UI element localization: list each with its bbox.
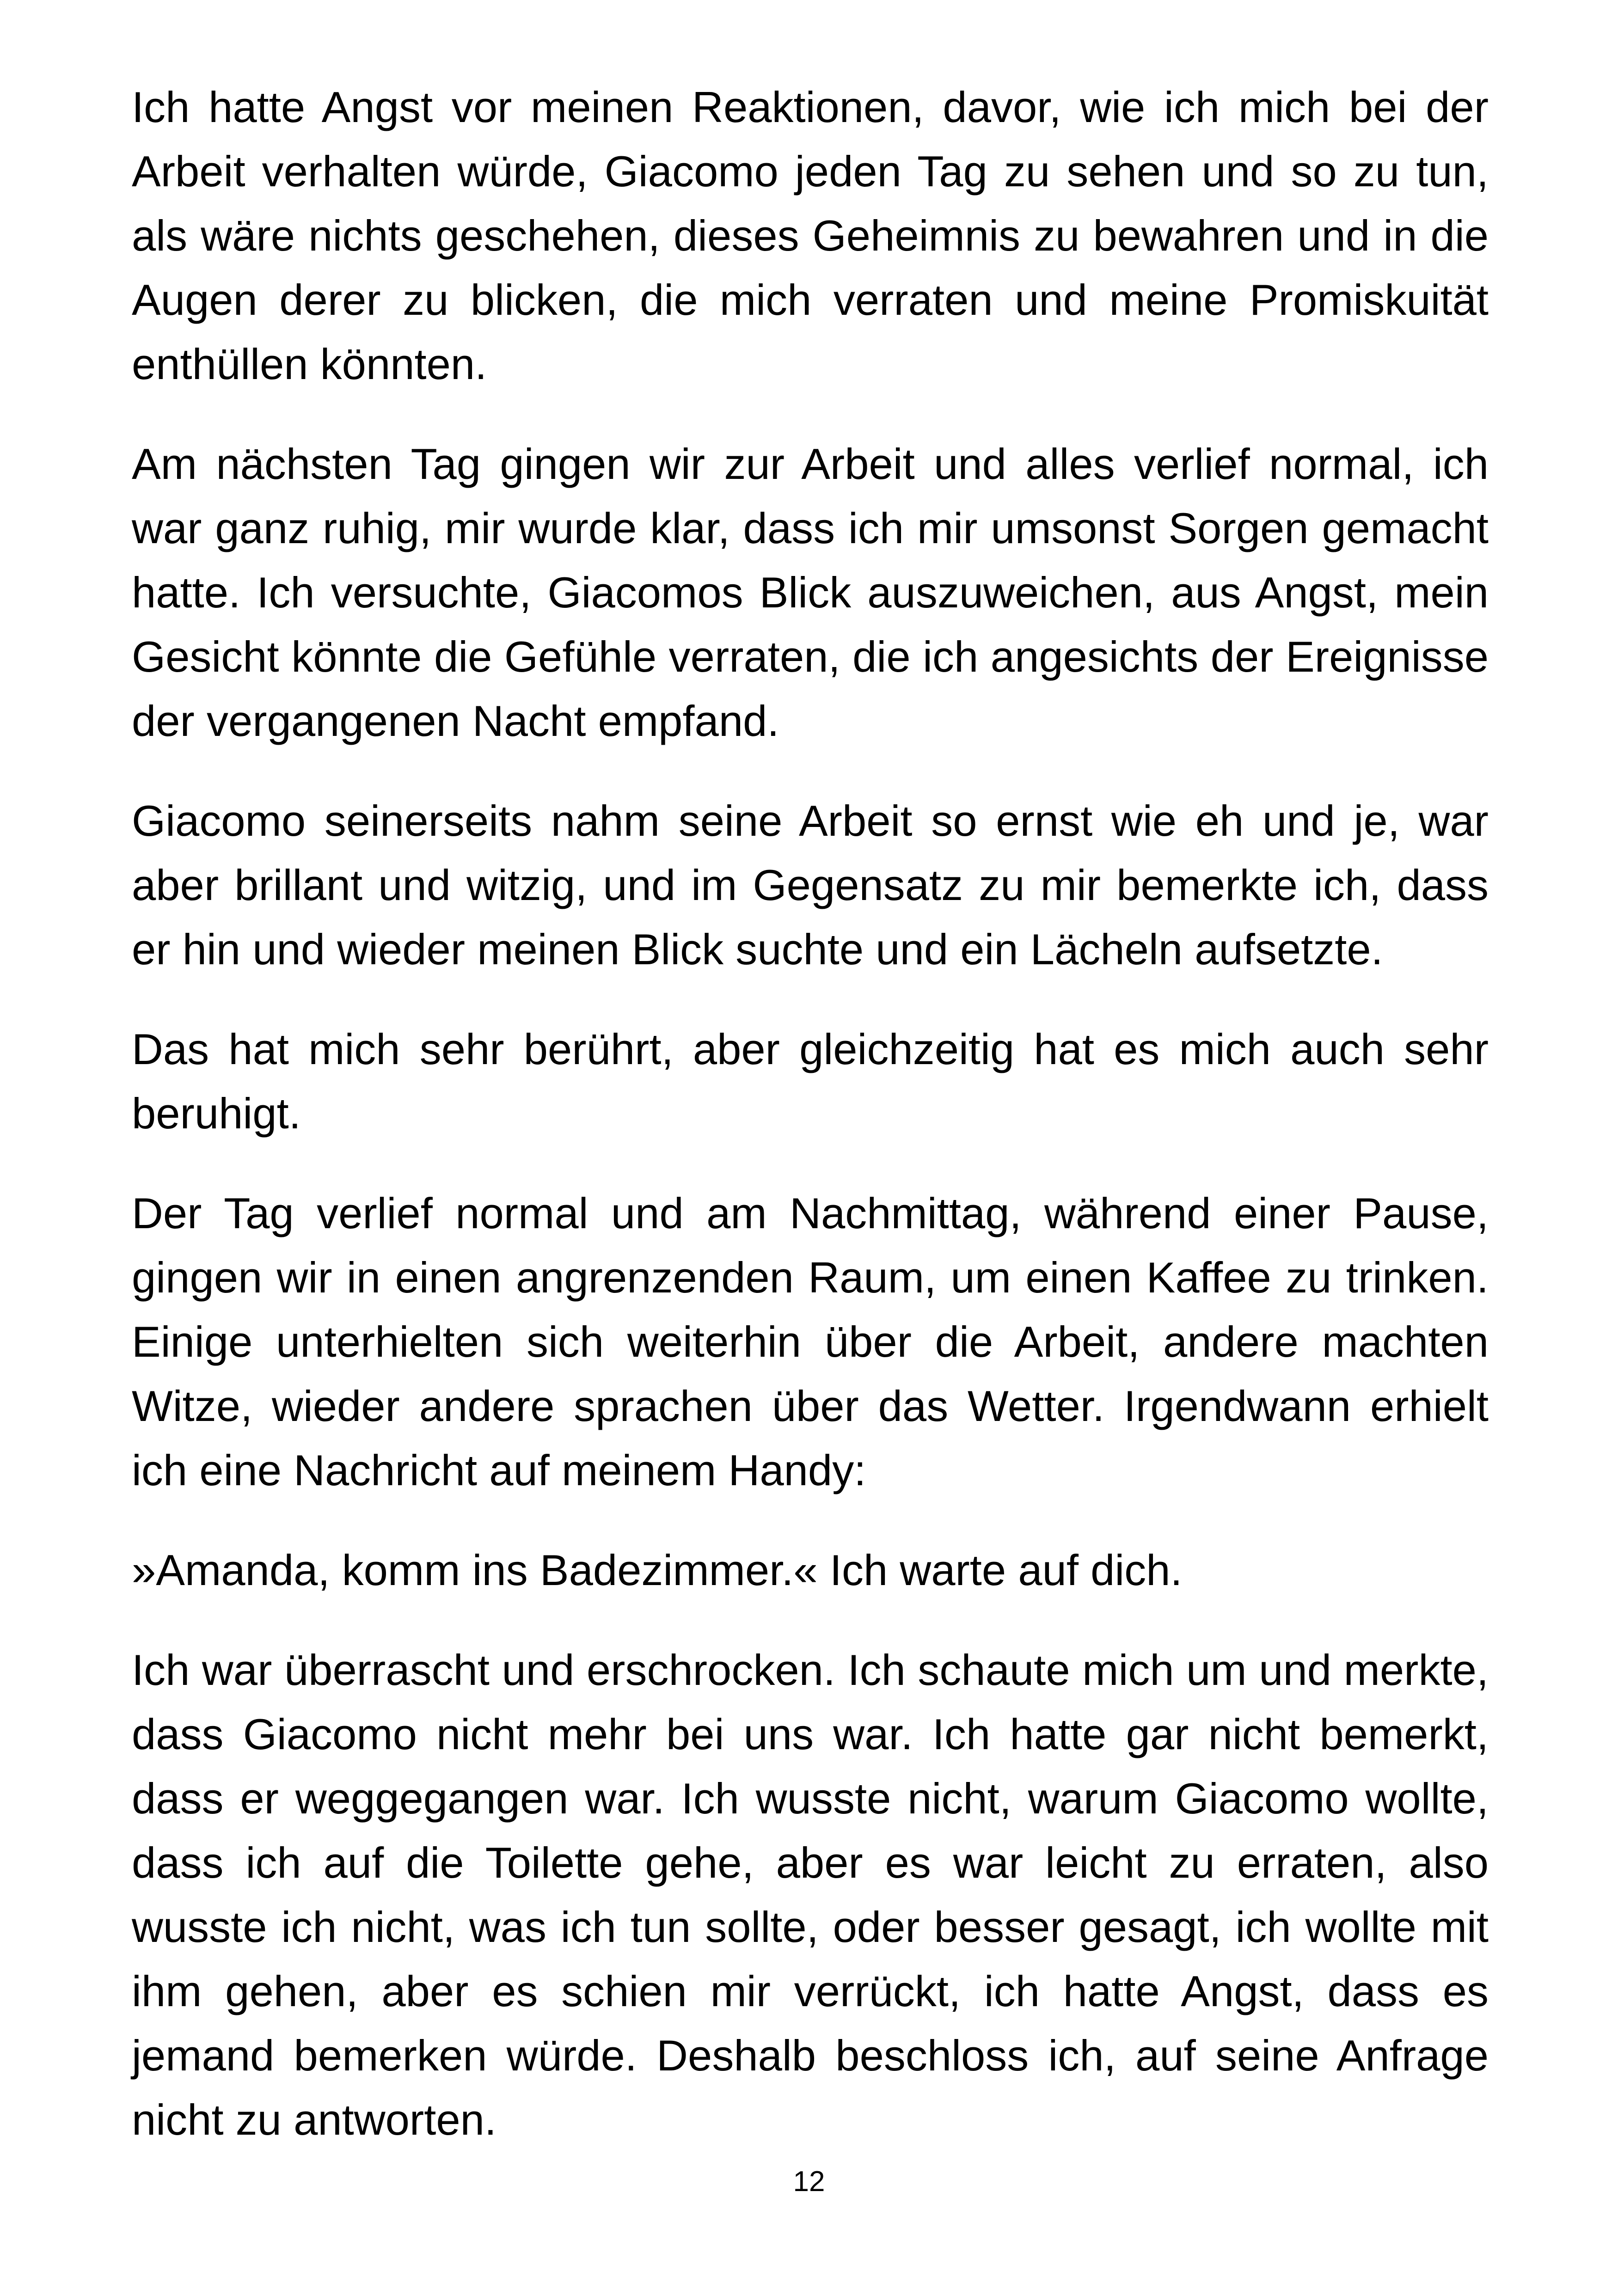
paragraph-7: Ich war überrascht und erschrocken. Ich schaute mich um und merkte, dass Giacomo nicht mehr bei uns war. Ich hatte gar nicht bemerkt, dass er weggegangen war. Ich wusste nicht, warum Giacomo wollte, dass ich auf die Toilette gehe, aber es war leicht zu erraten, also wusste ich nicht, was ich tun sollte, oder besser gesagt, ich wollte mit ihm gehen, aber es schien mir verrückt, ich hatte Angst, dass es jemand bemerken würde. Deshalb beschloss ich, auf seine Anfrage nicht zu antworten.	[132, 1646, 1489, 2144]
paragraph-4: Das hat mich sehr berührt, aber gleichzeitig hat es mich auch sehr beruhigt.	[132, 1025, 1489, 1138]
paragraph-2: Am nächsten Tag gingen wir zur Arbeit und alles verlief normal, ich war ganz ruhig, mir wurde klar, dass ich mir umsonst Sorgen gemacht hatte. Ich versuchte, Giacomos Blick auszuweichen, aus Angst, mein Gesicht könnte die Gefühle verraten, die ich angesichts der Ereignisse der vergangenen Nacht empfand.	[132, 440, 1489, 745]
paragraph-1: Ich hatte Angst vor meinen Reaktionen, davor, wie ich mich bei der Arbeit verhalten würde, Giacomo jeden Tag zu sehen und so zu tun, als wäre nichts geschehen, dieses Geheimnis zu bewahren und in die Augen derer zu blicken, die mich verraten und meine Promiskuität enthüllen könnten.	[132, 83, 1489, 388]
paragraph-5: Der Tag verlief normal und am Nachmittag, während einer Pause, gingen wir in einen angrenzenden Raum, um einen Kaffee zu trinken. Einige unterhielten sich weiterhin über die Arbeit, andere machten Witze, wieder andere sprachen über das Wetter. Irgendwann erhielt ich eine Nachricht auf meinem Handy:	[132, 1189, 1489, 1494]
page-number: 12	[793, 2166, 825, 2198]
body-text	[132, 75, 1489, 2152]
paragraph-6: »Amanda, komm ins Badezimmer.« Ich warte auf dich.	[132, 1546, 1183, 1594]
paragraph-3: Giacomo seinerseits nahm seine Arbeit so ernst wie eh und je, war aber brillant und witzig, und im Gegensatz zu mir bemerkte ich, dass er hin und wieder meinen Blick suchte und ein Lächeln aufsetzte.	[132, 796, 1489, 974]
